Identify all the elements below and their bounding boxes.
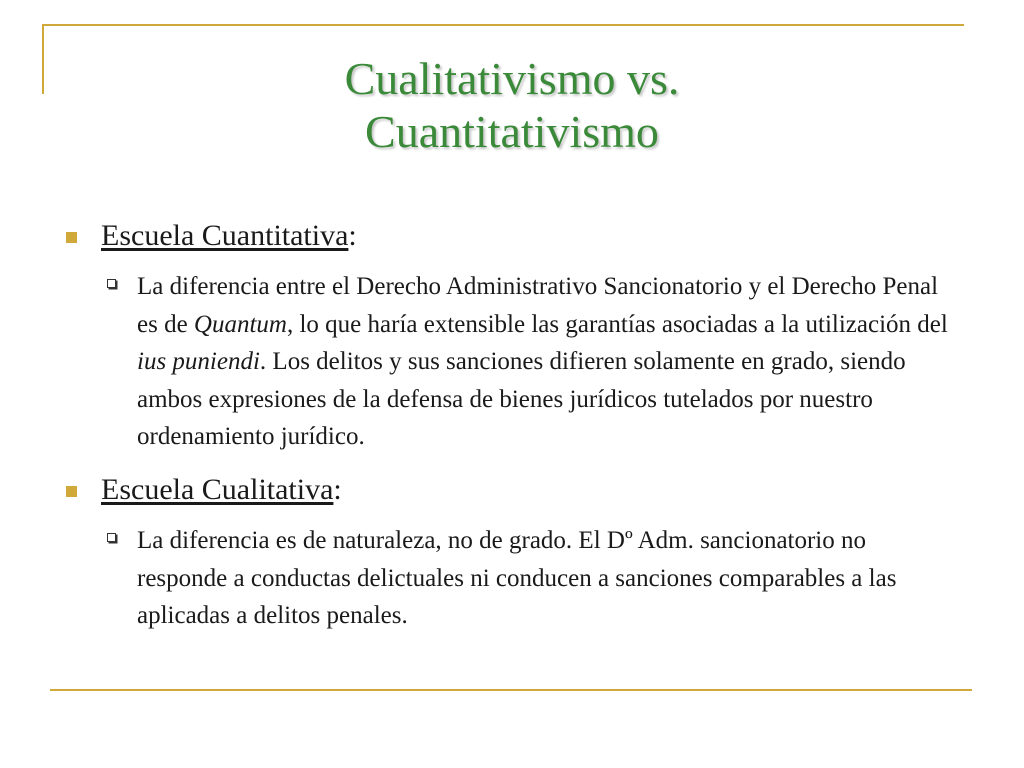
section-heading-text: Escuela Cualitativa xyxy=(101,472,334,506)
slide-title xyxy=(80,52,944,158)
frame-bottom-line xyxy=(50,689,972,691)
list-item-text xyxy=(137,268,957,456)
slide-title-line-2: Cuantitativismo xyxy=(365,106,659,157)
frame-top-line xyxy=(42,24,964,26)
frame-left-line xyxy=(42,24,44,94)
slide-content xyxy=(60,216,960,635)
section-escuela-cuantitativa xyxy=(60,216,960,456)
section-heading-text: Escuela Cuantitativa xyxy=(101,219,349,252)
italic-term-ius-puniendi: ius puniendi xyxy=(137,348,260,376)
text-part: , lo que haría extensible las garantías asociadas a la utilización del xyxy=(286,310,948,338)
section-heading-colon: : xyxy=(333,472,342,506)
list-item xyxy=(137,268,960,456)
section-heading xyxy=(101,470,960,510)
section-heading xyxy=(101,216,960,256)
text-part: La diferencia entre el Derecho Administrativo Sancionatorio y el Derecho Penal es de xyxy=(137,273,939,338)
list-item xyxy=(137,522,960,635)
section-escuela-cualitativa xyxy=(60,470,960,635)
filled-square-icon xyxy=(66,232,77,243)
slide-title-line-1: Cualitativismo vs. xyxy=(344,53,680,104)
section-heading-colon: : xyxy=(348,219,357,252)
hollow-square-icon xyxy=(107,533,116,542)
list-item-text: La diferencia es de naturaleza, no de grado. El Dº Adm. sancionatorio no responde a conductas delictuales ni conducen a sanciones comparables a las aplicadas a delitos penales. xyxy=(137,526,897,630)
text-part: . Los delitos y sus sanciones difieren solamente en grado, siendo ambos expresiones de la defensa de bienes jurídicos tutelados por nuestro ordenamiento jurídico. xyxy=(137,348,906,451)
hollow-square-icon xyxy=(107,279,116,288)
filled-square-icon xyxy=(66,486,77,497)
italic-term-quantum: Quantum xyxy=(193,310,287,338)
